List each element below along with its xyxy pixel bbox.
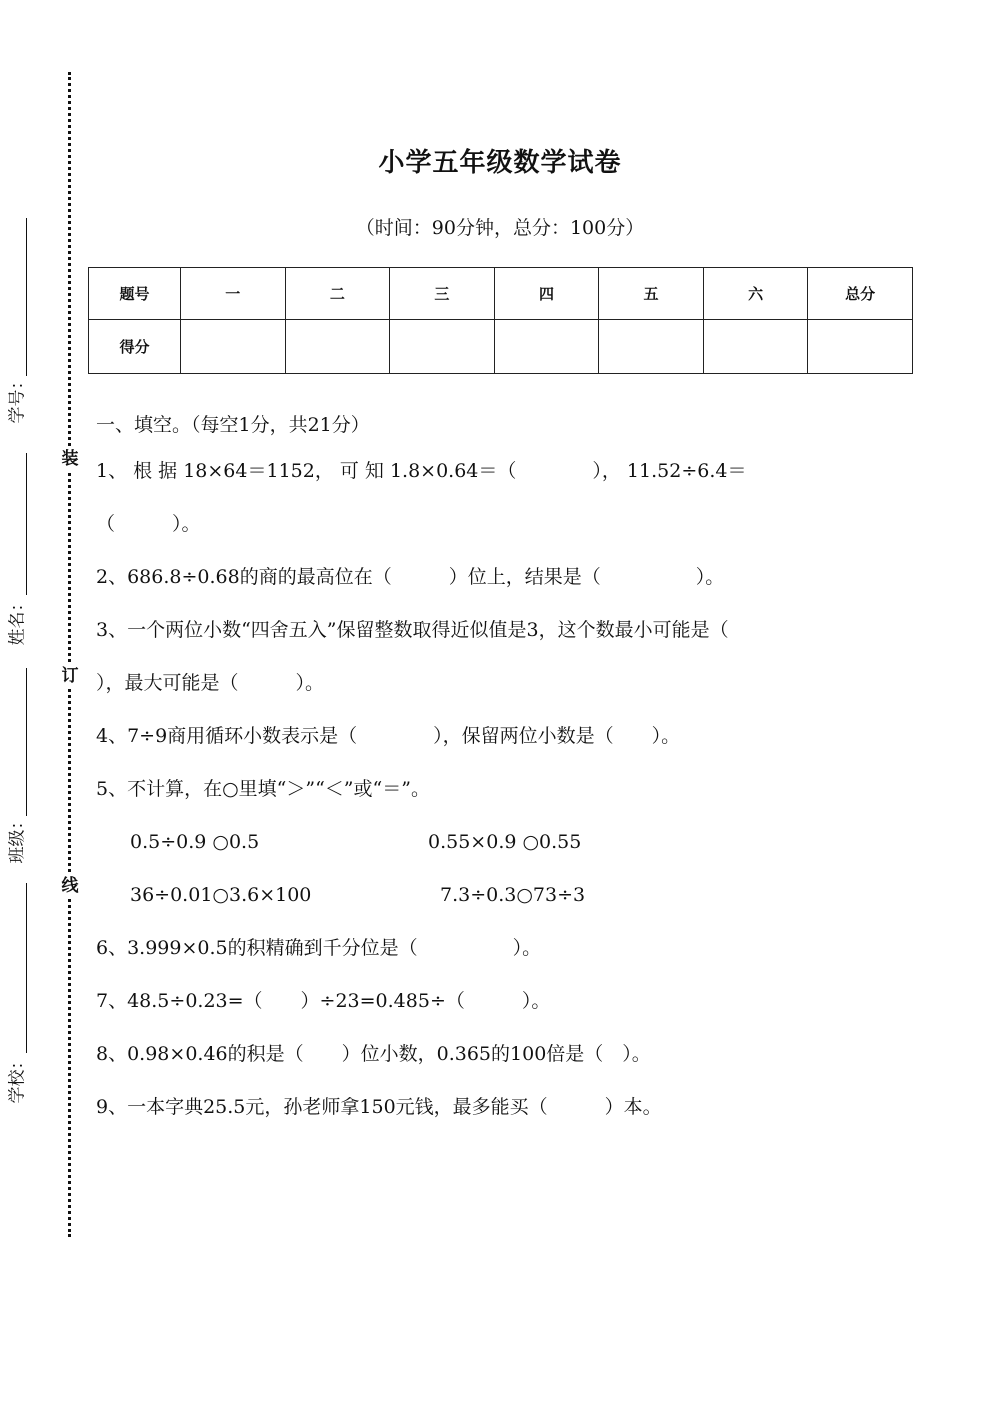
question-9: 9、一本字典25.5元，孙老师拿150元钱，最多能买（ ）本。	[96, 1096, 662, 1118]
question-3-continued: ），最大可能是（ ）。	[96, 672, 325, 694]
score-cell[interactable]	[181, 320, 286, 374]
score-cell[interactable]	[390, 320, 495, 374]
question-8: 8、0.98×0.46的积是（ ）位小数，0.365的100倍是（ ）。	[96, 1043, 651, 1065]
binding-mark-ding: 订	[61, 666, 79, 686]
header-cell: 一	[181, 268, 286, 320]
question-3: 3、一个两位小数“四舍五入”保留整数取得近似值是3，这个数最小可能是（	[96, 619, 729, 641]
student-id-label: 学号：	[7, 372, 28, 424]
comparison-item: 0.5÷0.9 ○0.5	[130, 831, 260, 853]
question-5: 5、不计算，在○里填“＞”“＜”或“＝”。	[96, 778, 430, 800]
comparison-item: 36÷0.01○3.6×100	[130, 884, 312, 906]
header-cell: 三	[390, 268, 495, 320]
question-2: 2、686.8÷0.68的商的最高位在（ ）位上，结果是（ ）。	[96, 566, 725, 588]
question-1	[96, 454, 916, 507]
score-cell[interactable]	[285, 320, 390, 374]
header-cell: 题号	[89, 268, 181, 320]
name-line	[26, 453, 27, 595]
score-table	[88, 267, 913, 374]
score-cell[interactable]	[494, 320, 599, 374]
header-cell: 六	[703, 268, 808, 320]
binding-mark-xian: 线	[61, 876, 79, 896]
header-cell: 二	[285, 268, 390, 320]
comparison-item: 7.3÷0.3○73÷3	[440, 884, 586, 906]
question-1-continued: （ ）。	[96, 513, 201, 535]
question-7: 7、48.5÷0.23=（ ）÷23=0.485÷（ ）。	[96, 990, 551, 1012]
score-table-score-row	[89, 320, 913, 374]
school-line	[26, 883, 27, 1053]
school-label: 学校：	[7, 1052, 28, 1104]
section-fill-in	[96, 408, 916, 1143]
student-id-line	[26, 218, 27, 376]
binding-mark-zhuang: 装	[61, 449, 79, 469]
exam-info: （时间：90分钟，总分：100分）	[355, 217, 645, 239]
question-1-line-a: 1、 根 据 18×64＝1152， 可 知 1.8×0.64＝（ ）， 11.52÷6.4＝	[96, 460, 747, 482]
question-5-row-2	[96, 878, 916, 931]
score-cell[interactable]	[703, 320, 808, 374]
header-cell: 五	[599, 268, 704, 320]
header-cell: 总分	[808, 268, 913, 320]
page-title: 小学五年级数学试卷	[378, 148, 622, 178]
score-table-header-row	[89, 268, 913, 320]
question-6: 6、3.999×0.5的积精确到千分位是（ ）。	[96, 937, 542, 959]
score-cell[interactable]	[599, 320, 704, 374]
score-cell[interactable]	[808, 320, 913, 374]
score-row-label: 得分	[89, 320, 181, 374]
name-label: 姓名：	[7, 594, 28, 646]
question-4: 4、7÷9商用循环小数表示是（ ），保留两位小数是（ ）。	[96, 725, 681, 747]
class-label: 班级：	[7, 812, 28, 864]
comparison-item: 0.55×0.9 ○0.55	[428, 831, 582, 853]
header-cell: 四	[494, 268, 599, 320]
section-title: 一、填空。（每空1分，共21分）	[96, 414, 370, 436]
class-line	[26, 668, 27, 816]
question-5-row-1	[96, 825, 916, 878]
binding-dotted-line	[68, 72, 71, 1237]
